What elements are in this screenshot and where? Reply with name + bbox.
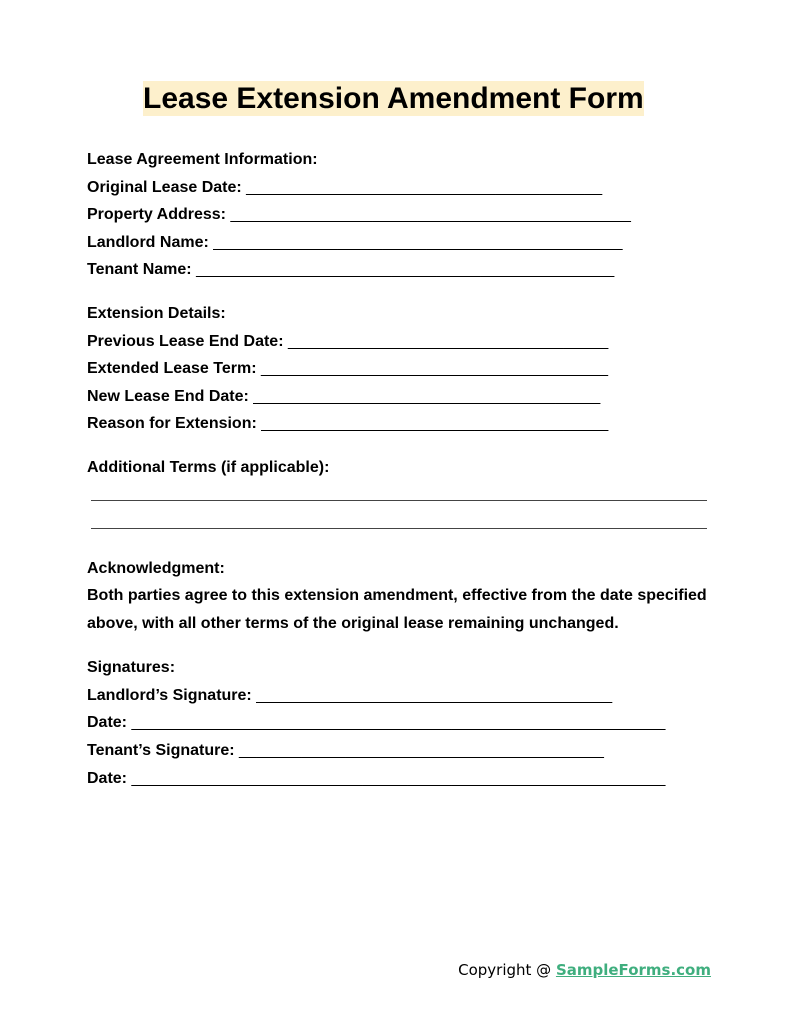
- section-heading-additional-terms: Additional Terms (if applicable):: [87, 458, 330, 476]
- field-blank[interactable]: _____________________________________________: [230, 206, 631, 224]
- form-body: [87, 146, 717, 792]
- field-blank[interactable]: ______________________________________________: [213, 233, 623, 251]
- field-label: Date:: [87, 714, 128, 732]
- field-landlord-date[interactable]: [87, 709, 717, 737]
- field-previous-lease-end-date[interactable]: [87, 328, 717, 356]
- field-blank[interactable]: ____________________________________: [287, 332, 609, 350]
- field-label: Original Lease Date:: [87, 178, 242, 196]
- field-label: Previous Lease End Date:: [87, 332, 284, 350]
- field-label: Date:: [87, 769, 128, 787]
- field-blank[interactable]: ____________________________________________________________: [131, 714, 666, 732]
- field-blank[interactable]: _______________________________________: [253, 387, 601, 405]
- field-landlord-signature[interactable]: [87, 682, 717, 710]
- field-original-lease-date[interactable]: [87, 174, 717, 202]
- section-heading-signatures: Signatures:: [87, 659, 176, 677]
- section-heading-acknowledgment: Acknowledgment:: [87, 559, 225, 577]
- section-heading-lease-info: Lease Agreement Information:: [87, 151, 318, 168]
- field-blank[interactable]: _________________________________________: [239, 741, 604, 759]
- field-tenant-name[interactable]: [87, 256, 717, 284]
- field-blank[interactable]: _______________________________________: [261, 360, 609, 378]
- field-tenant-signature[interactable]: [87, 737, 717, 765]
- field-label: Property Address:: [87, 206, 226, 224]
- field-blank[interactable]: _______________________________________________: [196, 261, 615, 279]
- field-label: Extended Lease Term:: [87, 360, 257, 378]
- copyright-footer: [458, 961, 711, 979]
- field-label: New Lease End Date:: [87, 387, 249, 405]
- field-blank[interactable]: ____________________________________________________________: [131, 769, 666, 787]
- field-tenant-date[interactable]: [87, 765, 717, 793]
- field-landlord-name[interactable]: [87, 229, 717, 257]
- field-blank[interactable]: ________________________________________: [256, 686, 613, 704]
- field-new-lease-end-date[interactable]: [87, 383, 717, 411]
- field-blank[interactable]: ________________________________________: [246, 178, 603, 196]
- field-extended-lease-term[interactable]: [87, 355, 717, 383]
- field-label: Tenant Name:: [87, 261, 192, 279]
- section-heading-extension-details: Extension Details:: [87, 304, 226, 322]
- field-label: Reason for Extension:: [87, 415, 257, 433]
- field-reason-for-extension[interactable]: [87, 410, 717, 438]
- acknowledgment-text: Both parties agree to this extension amendment, effective from the date specified above, with all other terms of the original lease remaining unchanged.: [87, 587, 707, 633]
- field-property-address[interactable]: [87, 201, 717, 229]
- brand-link[interactable]: SampleForms.com: [555, 961, 711, 979]
- copyright-prefix: Copyright @: [458, 961, 556, 979]
- field-label: Landlord’s Signature:: [87, 686, 252, 704]
- field-blank[interactable]: _______________________________________: [261, 415, 609, 433]
- field-label: Landlord Name:: [87, 233, 209, 251]
- field-label: Tenant’s Signature:: [87, 741, 235, 759]
- page-title: Lease Extension Amendment Form: [143, 82, 644, 115]
